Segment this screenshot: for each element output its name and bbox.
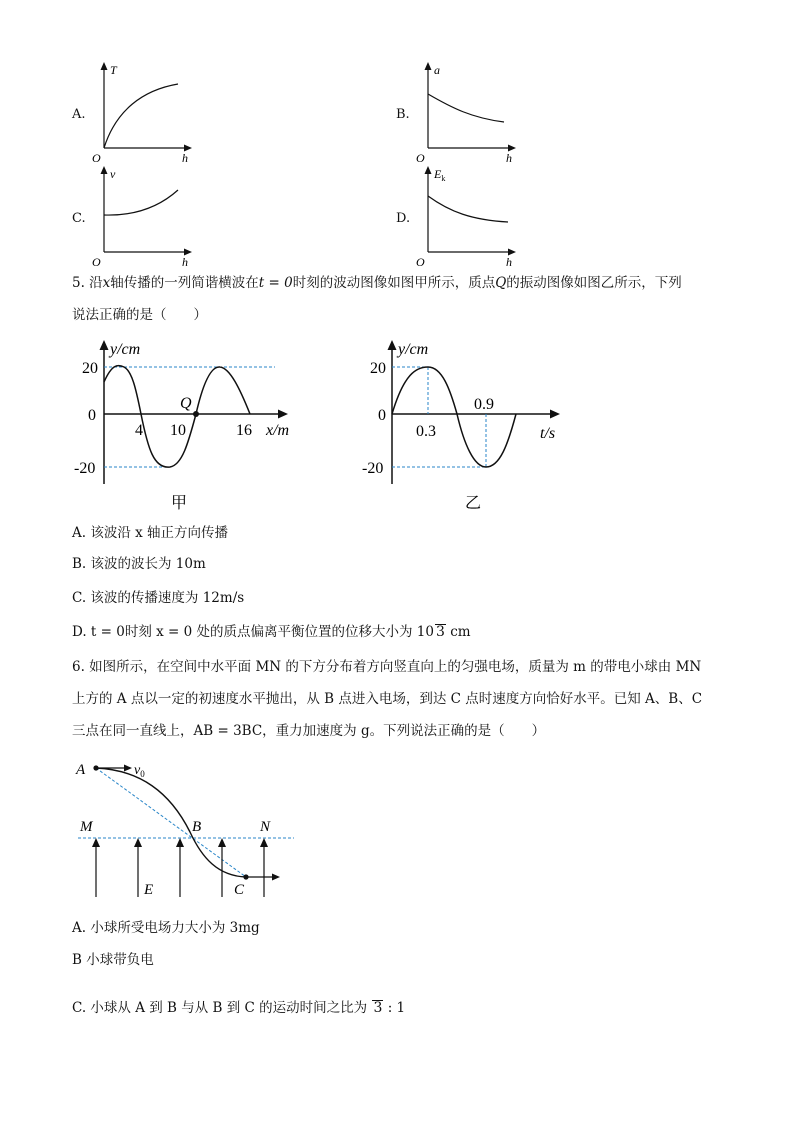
q5-stem-line2: 说法正确的是（ ） <box>72 307 207 323</box>
q6-option-c: C. 小球从 A 到 B 与从 B 到 C 的运动时间之比为 3 : 1 <box>72 1000 406 1016</box>
q5-yi-tick-y-neg20: -20 <box>362 460 384 477</box>
q4-c-y-label: v <box>110 167 116 181</box>
q4-a-y-label: T <box>110 63 117 77</box>
q5-yi-y-label: y/cm <box>398 341 429 358</box>
q4-option-c-label: C. <box>72 211 86 226</box>
q5-yi-tick-x-09: 0.9 <box>474 396 494 413</box>
q6-option-b: B 小球带负电 <box>72 952 154 968</box>
q5-yi-wave <box>392 367 516 467</box>
q4-graph-a <box>88 58 198 168</box>
q6-stem-line2: 上方的 A 点以一定的初速度水平抛出，从 B 点进入电场，到达 C 点时速度方向恰好水平。已知 A、B、C <box>72 691 703 707</box>
q6-label-e: E <box>144 882 154 898</box>
q4-graph-b <box>412 58 522 168</box>
q5-option-c: C. 该波的传播速度为 12m/s <box>72 590 245 606</box>
q6-stem-line1: 6. 如图所示，在空间中水平面 MN 的下方分布着方向竖直向上的匀强电场，质量为 m 的带电小球由 MN <box>72 659 702 675</box>
q5-yi-tick-y-20: 20 <box>370 360 386 377</box>
q4-d-origin: O <box>416 255 425 269</box>
q4-curve-c <box>104 190 178 215</box>
q6-stem-line3: 三点在同一直线上，AB = 3BC，重力加速度为 g。下列说法正确的是（ ） <box>72 723 546 739</box>
q5-stem-line1: 5. 沿x轴传播的一列简谐横波在t = 0时刻的波动图像如图甲所示，质点Q的振动图像如图乙所示，下列 <box>72 275 682 291</box>
q4-a-x-label: h <box>182 151 188 165</box>
q5-jia-tick-x-16: 16 <box>236 422 252 439</box>
q4-b-y-label: a <box>434 63 440 77</box>
q6-label-b: B <box>192 819 202 835</box>
q4-curve-b <box>428 94 504 122</box>
q5-jia-tick-y-neg20: -20 <box>74 460 96 477</box>
q5-option-a: A. 该波沿 x 轴正方向传播 <box>72 525 229 541</box>
q4-d-x-label: h <box>506 255 512 269</box>
q4-c-x-label: h <box>182 255 188 269</box>
q5-jia-tick-y-20: 20 <box>82 360 98 377</box>
q6-label-m: M <box>80 819 93 835</box>
q5-yi-tick-y-0: 0 <box>378 407 386 424</box>
q5-jia-tick-y-0: 0 <box>88 407 96 424</box>
q5-figure-yi <box>360 334 570 514</box>
q6-label-a: A <box>76 762 86 778</box>
q6-label-v0: $v_0$ <box>134 763 145 779</box>
q5-jia-y-label: y/cm <box>110 341 141 358</box>
q5-figure-jia <box>70 334 300 514</box>
q5-jia-x-label: x/m <box>266 422 290 439</box>
q5-jia-point-q <box>193 411 199 417</box>
q4-c-origin: O <box>92 255 101 269</box>
q5-yi-x-label: t/s <box>540 425 556 442</box>
q5-jia-tick-x-10: 10 <box>170 422 186 439</box>
q4-graph-c <box>88 162 198 272</box>
q4-option-a-label: A. <box>72 107 86 122</box>
q4-b-x-label: h <box>506 151 512 165</box>
q6-option-a: A. 小球所受电场力大小为 3mg <box>72 920 260 936</box>
q5-yi-caption: 乙 <box>465 495 482 512</box>
q4-curve-a <box>104 84 178 148</box>
q5-jia-wave <box>104 366 250 468</box>
q5-jia-caption: 甲 <box>171 495 188 512</box>
q6-label-c: C <box>234 882 245 898</box>
q4-graph-d <box>412 162 522 272</box>
q4-curve-d <box>428 196 508 222</box>
q6-figure <box>70 752 300 902</box>
q4-option-b-label: B. <box>396 107 410 122</box>
q5-option-b: B. 该波的波长为 10m <box>72 556 206 572</box>
q5-jia-tick-x-4: 4 <box>135 422 143 439</box>
q6-label-n: N <box>260 819 271 835</box>
q5-yi-tick-x-03: 0.3 <box>416 423 436 440</box>
q4-d-y-label: $E_k$ <box>434 167 446 183</box>
q5-jia-point-label: Q <box>180 395 192 412</box>
q4-option-d-label: D. <box>396 211 411 226</box>
q5-option-d: D. t = 0时刻 x = 0 处的质点偏离平衡位置的位移大小为 10 3 cm <box>72 624 471 640</box>
q4-a-origin: O <box>92 151 101 165</box>
q4-b-origin: O <box>416 151 425 165</box>
